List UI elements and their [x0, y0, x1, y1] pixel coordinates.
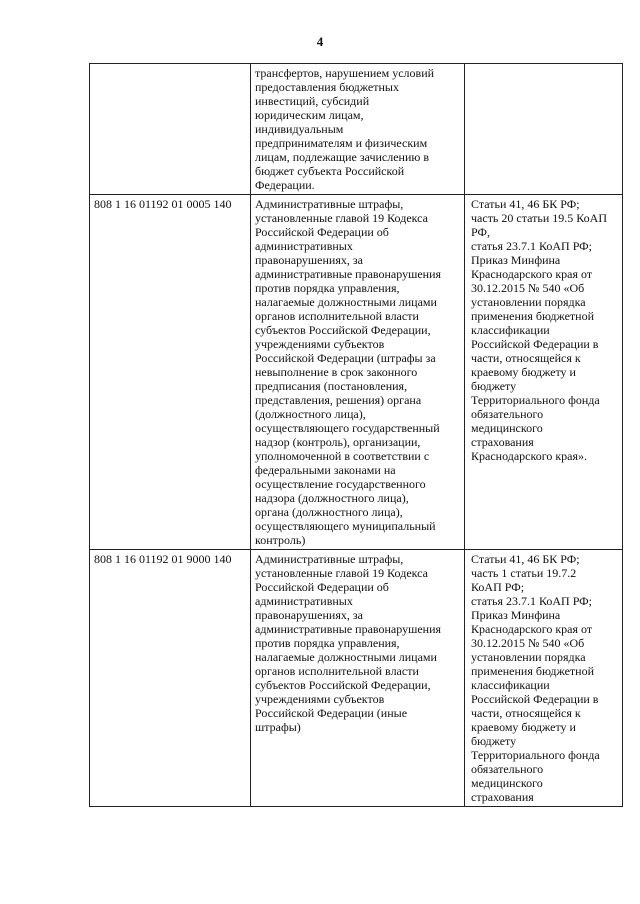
row-description-cell: Административные штрафы, установленные главой 19 Кодекса Российской Федерации об административных правонарушениях, за административные правонарушения против порядка управления, налагаемые должностными лицами органов исполнительной власти субъектов Российской Федерации, учреждениями субъектов Российской Федерации (иные штрафы): [251, 550, 465, 807]
table-row: [90, 550, 623, 807]
row-basis-cell: Статьи 41, 46 БК РФ; часть 1 статьи 19.7.2 КоАП РФ; статья 23.7.1 КоАП РФ; Приказ Минфина Краснодарского края от 30.12.2015 № 540 «Об установлении порядка применения бюджетной классификации Российской Федерации в части, относящейся к краевому бюджету и бюджету Территориального фонда обязательного медицинского страхования: [465, 550, 623, 807]
table-row: [90, 195, 623, 550]
row-code-cell: 808 1 16 01192 01 9000 140: [90, 550, 251, 807]
row-description-cell: Административные штрафы, установленные главой 19 Кодекса Российской Федерации об административных правонарушениях, за административные правонарушения против порядка управления, налагаемые должностными лицами органов исполнительной власти субъектов Российской Федерации, учреждениями субъектов Российской Федерации (штрафы за невыполнение в срок законного предписания (постановления, представления, решения) органа (должностного лица), осуществляющего государственный надзор (контроль), организации, уполномоченной в соответствии с федеральными законами на осуществление государственного надзора (должностного лица), органа (должностного лица), осуществляющего муниципальный контроль): [251, 195, 465, 550]
row-basis-cell: [465, 64, 623, 195]
row-description-cell: трансфертов, нарушением условий предоставления бюджетных инвестиций, субсидий юридическим лицам, индивидуальным предпринимателям и физическим лицам, подлежащие зачислению в бюджет субъекта Российской Федерации.: [251, 64, 465, 195]
row-code-cell: 808 1 16 01192 01 0005 140: [90, 195, 251, 550]
row-code-cell: [90, 64, 251, 195]
table-row: [90, 64, 623, 195]
page-number: 4: [316, 34, 324, 49]
row-basis-cell: Статьи 41, 46 БК РФ; часть 20 статьи 19.5 КоАП РФ, статья 23.7.1 КоАП РФ; Приказ Минфина Краснодарского края от 30.12.2015 № 540 «Об установлении порядка применения бюджетной классификации Российской Федерации в части, относящейся к краевому бюджету и бюджету Территориального фонда обязательного медицинского страхования Краснодарского края».: [465, 195, 623, 550]
revenue-classification-table: [89, 63, 623, 807]
